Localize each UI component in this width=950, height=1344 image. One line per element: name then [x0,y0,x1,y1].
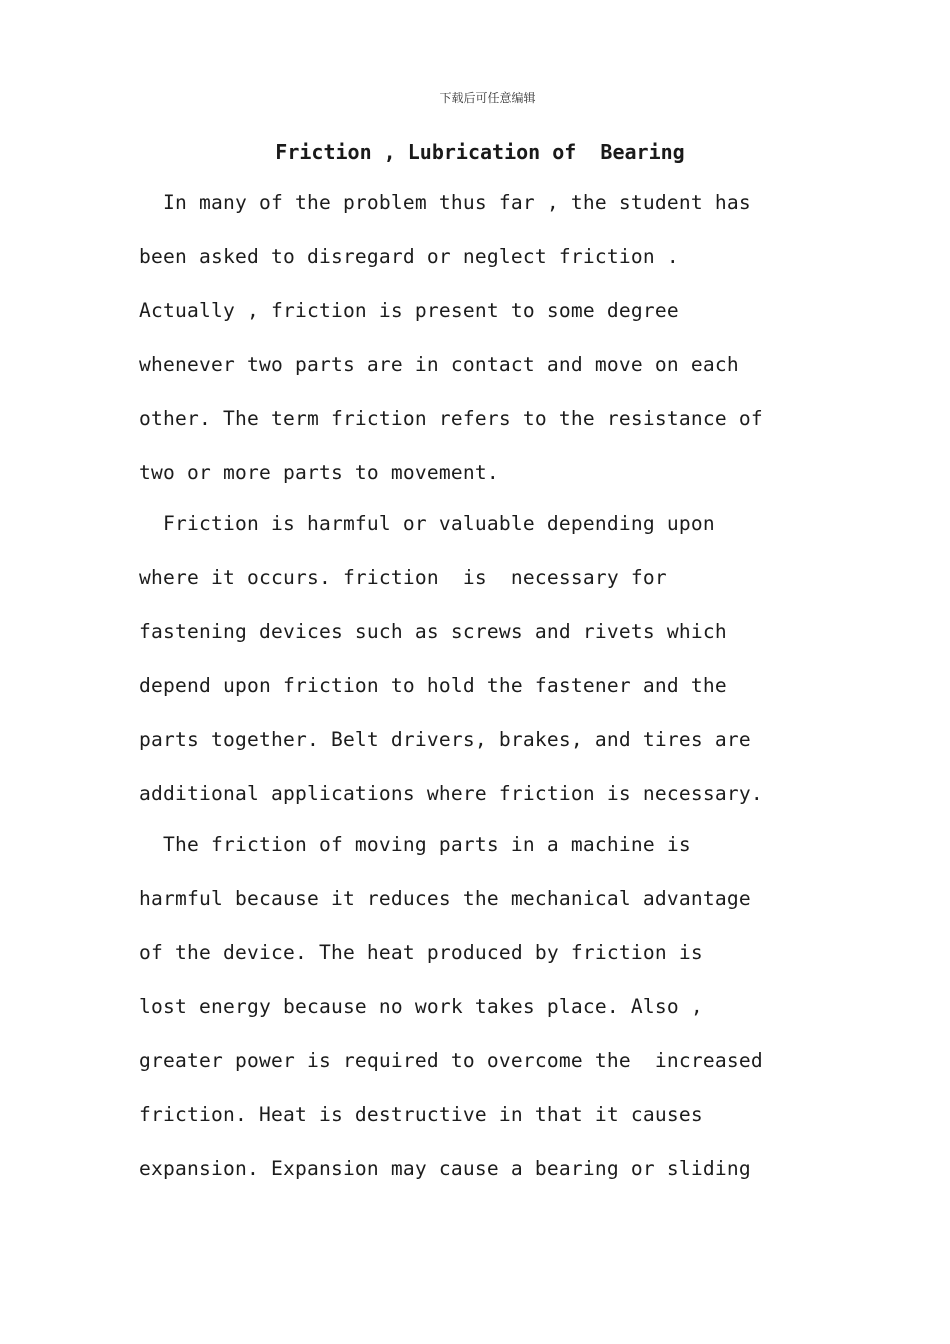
body-line: The friction of moving parts in a machine is [139,833,691,856]
body-line: other. The term friction refers to the resistance of [139,407,763,430]
body-line: fastening devices such as screws and rivets which [139,620,727,643]
body-line: parts together. Belt drivers, brakes, and tires are [139,728,751,751]
body-line: two or more parts to movement. [139,461,499,484]
body-line: In many of the problem thus far , the student has [139,191,751,214]
body-line: where it occurs. friction is necessary for [139,566,667,589]
body-line: depend upon friction to hold the fastener and the [139,674,727,697]
body-line: greater power is required to overcome the increased [139,1049,763,1072]
body-line: been asked to disregard or neglect friction . [139,245,679,268]
document-title: Friction , Lubrication of Bearing [275,140,685,164]
body-line: expansion. Expansion may cause a bearing or sliding [139,1157,751,1180]
body-line: Friction is harmful or valuable depending upon [139,512,715,535]
body-line: lost energy because no work takes place. Also , [139,995,703,1018]
body-line: of the device. The heat produced by friction is [139,941,703,964]
body-line: harmful because it reduces the mechanical advantage [139,887,751,910]
body-line: whenever two parts are in contact and move on each [139,353,739,376]
header-note: 下载后可任意编辑 [439,91,536,105]
body-line: Actually , friction is present to some degree [139,299,679,322]
body-line: friction. Heat is destructive in that it causes [139,1103,703,1126]
body-line: additional applications where friction is necessary. [139,782,763,805]
